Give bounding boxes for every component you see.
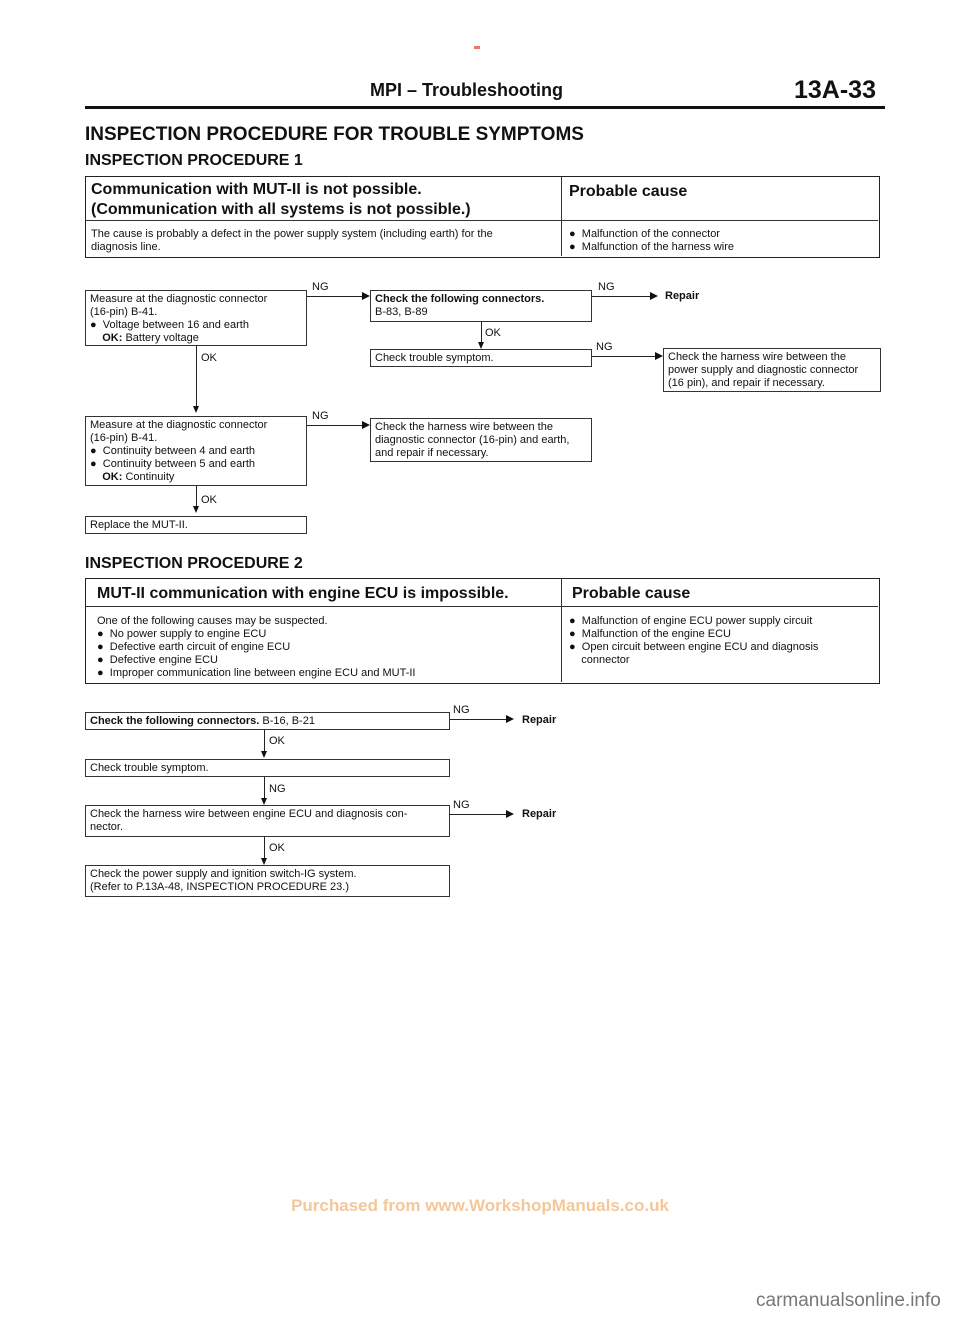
repair-label: Repair (522, 714, 557, 726)
watermark-text: Purchased from www.WorkshopManuals.co.uk (291, 1196, 669, 1215)
cause-item: ● Malfunction of the harness wire (569, 241, 735, 253)
procedure-1-table (85, 176, 880, 258)
p2-step-check-connectors: Check the following connectors. B-16, B-21 (85, 712, 450, 730)
arrow-down (261, 798, 267, 805)
step-measure-voltage: Measure at the diagnostic connector (16-pin) B-41. ● Voltage between 16 and earth OK: Battery voltage (85, 290, 307, 346)
connector-line (592, 296, 652, 297)
probable-cause-label: Probable cause (572, 585, 691, 602)
cause-item: ● Malfunction of the connector (569, 228, 720, 240)
ok-label: OK (269, 735, 285, 747)
ng-label: NG (453, 799, 470, 811)
probable-cause-list: ● Malfunction of engine ECU power supply circuit ● Malfunction of the engine ECU ● Open circuit between engine ECU and diagnosis connector (569, 615, 874, 667)
ng-label: NG (598, 281, 615, 293)
page-number: 13A-33 (794, 76, 876, 104)
step-check-trouble-symptom: Check trouble symptom. (370, 349, 592, 367)
procedure-2-heading: INSPECTION PROCEDURE 2 (85, 555, 303, 572)
print-mark (474, 46, 480, 49)
ng-label: NG (596, 341, 613, 353)
arrow-down (261, 751, 267, 758)
header-title: MPI – Troubleshooting (370, 80, 563, 100)
connector-line (307, 296, 365, 297)
ng-label: NG (312, 281, 329, 293)
arrow-right (506, 810, 514, 818)
arrow-right (655, 352, 663, 360)
ok-label: OK (201, 352, 217, 364)
arrow-down (193, 506, 199, 513)
step-replace-mut: Replace the MUT-II. (85, 516, 307, 534)
step-check-connectors: Check the following connectors. B-83, B-89 (370, 290, 592, 322)
arrow-down (478, 342, 484, 349)
connector-line (450, 814, 508, 815)
cause-item: ● Defective engine ECU (97, 654, 219, 666)
p2-step-check-trouble-symptom: Check trouble symptom. (85, 759, 450, 777)
repair-label: Repair (522, 808, 557, 820)
probable-cause-list (569, 228, 869, 254)
ok-label: OK (485, 327, 501, 339)
cause-item: ● Malfunction of engine ECU power supply circuit (569, 615, 813, 627)
arrow-right (650, 292, 658, 300)
connector-line (196, 346, 197, 410)
probable-cause-label: Probable cause (569, 183, 688, 200)
footer-site: carmanualsonline.info (756, 1290, 941, 1311)
step-measure-continuity: Measure at the diagnostic connector (16-pin) B-41. ● Continuity between 4 and earth ● Continuity between 5 and earth OK: Continuity (85, 416, 307, 486)
section-title: INSPECTION PROCEDURE FOR TROUBLE SYMPTOMS (85, 124, 584, 145)
arrow-right (362, 292, 370, 300)
cause-item: ● Malfunction of the engine ECU (569, 628, 731, 640)
ng-label: NG (453, 704, 470, 716)
p2-step-check-power-supply: Check the power supply and ignition switch-IG system. (Refer to P.13A-48, INSPECTION PROCEDURE 23.) (85, 865, 450, 897)
connector-line (307, 425, 365, 426)
arrow-down (193, 406, 199, 413)
step-check-earth-harness: Check the harness wire between the diagnostic connector (16-pin) and earth, and repair if necessary. (370, 418, 592, 462)
cause-item: ● Defective earth circuit of engine ECU (97, 641, 291, 653)
arrow-down (261, 858, 267, 865)
cause-item: ● Improper communication line between engine ECU and MUT-II (97, 667, 416, 679)
connector-line (450, 719, 508, 720)
ok-label: OK (201, 494, 217, 506)
cause-description: One of the following causes may be suspected. ● No power supply to engine ECU ● Defective earth circuit of engine ECU ● Defective engine ECU ● Improper communication line between engine ECU and MUT-II (97, 615, 557, 680)
p2-step-check-harness: Check the harness wire between engine ECU and diagnosis con- nector. (85, 805, 450, 837)
connector-line (592, 356, 656, 357)
cause-item: ● No power supply to engine ECU (97, 628, 267, 640)
symptom-text: MUT-II communication with engine ECU is impossible. (97, 585, 509, 602)
table-divider (561, 177, 562, 256)
ok-label: OK (269, 842, 285, 854)
repair-label: Repair (665, 290, 700, 302)
cause-description: The cause is probably a defect in the power supply system (including earth) for the diagnosis line. (91, 228, 493, 253)
arrow-right (506, 715, 514, 723)
symptom-text: Communication with MUT-II is not possible. (Communication with all systems is not possible.) (91, 181, 471, 218)
table-divider (561, 579, 562, 682)
arrow-right (362, 421, 370, 429)
ng-label: NG (269, 783, 286, 795)
step-check-power-harness: Check the harness wire between the power supply and diagnostic connector (16 pin), and repair if necessary. (663, 348, 881, 392)
procedure-2-table (85, 578, 880, 684)
cause-item: ● Open circuit between engine ECU and diagnosis (569, 641, 819, 653)
procedure-1-heading: INSPECTION PROCEDURE 1 (85, 152, 303, 169)
header-rule (85, 106, 885, 109)
ng-label: NG (312, 410, 329, 422)
